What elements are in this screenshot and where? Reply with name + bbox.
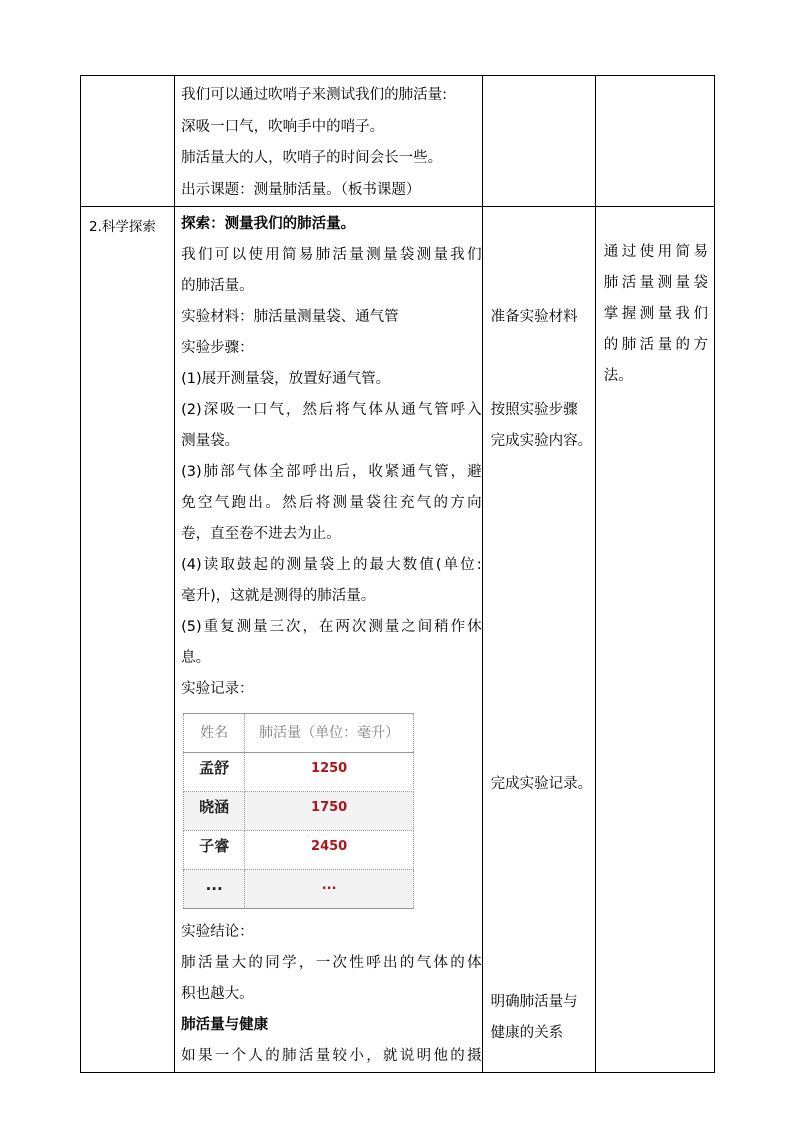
- step-line: 卷，直至卷不进去为止。: [181, 526, 341, 542]
- step-line: (4)读取鼓起的测量袋上的最大数值(单位:: [181, 557, 482, 573]
- text-line: 的肺活量的方: [603, 337, 708, 353]
- lesson-plan-table: [80, 75, 715, 1073]
- text-line: 肺活量测量袋: [603, 275, 708, 291]
- design-intent-cell: [595, 207, 714, 1073]
- record-row: [184, 870, 414, 909]
- text-line: 深吸一口气，吹响手中的哨子。: [181, 118, 385, 135]
- text-line: 按照实验步骤: [490, 402, 578, 418]
- stage-label: 2.科学探索: [89, 219, 156, 235]
- step-line: 息。: [181, 650, 211, 666]
- step-line: (1)展开测量袋，放置好通气管。: [181, 371, 391, 387]
- record-header-capacity: 肺活量（单位：毫升）: [245, 714, 414, 753]
- student-activity-relation: [491, 987, 578, 1049]
- record-row: [184, 831, 414, 870]
- text-line: 我们可以通过吹哨子来测试我们的肺活量:: [181, 87, 448, 103]
- record-value: ...: [245, 870, 414, 909]
- conclusion-line: 积也越大。: [181, 986, 254, 1002]
- step-line: (2)深吸一口气，然后将气体从通气管呼入: [181, 402, 482, 418]
- health-heading: 肺活量与健康: [181, 1017, 269, 1033]
- text-line: 通过使用简易: [603, 244, 708, 260]
- record-table: [183, 713, 414, 909]
- teacher-activity-cell: [175, 76, 482, 207]
- steps-label: 实验步骤：: [181, 340, 254, 356]
- text-line: 法。: [603, 368, 633, 384]
- student-activity-cell-empty: [482, 76, 595, 207]
- lesson-row-intro: [81, 76, 715, 207]
- step-line: 毫升)，这就是测得的肺活量。: [181, 588, 376, 604]
- text-line: 明确肺活量与: [490, 994, 578, 1010]
- record-name: 晓涵: [184, 792, 245, 831]
- text-line: 的肺活量。: [181, 278, 254, 294]
- text-line: 掌握测量我们: [603, 306, 708, 322]
- explore-heading: 探索：测量我们的肺活量。: [181, 216, 356, 232]
- student-activity-follow: [491, 395, 593, 457]
- health-line: 如果一个人的肺活量较小，就说明他的摄: [181, 1048, 482, 1064]
- lesson-row-explore: [81, 207, 715, 1073]
- text-line: 我们可以使用简易肺活量测量袋测量我们: [181, 247, 482, 263]
- record-header-name: 姓名: [184, 714, 245, 753]
- text-line: 肺活量大的人，吹哨子的时间会长一些。: [181, 150, 443, 166]
- record-row: [184, 753, 414, 792]
- record-value: 1750: [245, 792, 414, 831]
- student-activity-prepare: 准备实验材料: [490, 309, 578, 325]
- record-value: 1250: [245, 753, 414, 792]
- design-intent-text: [596, 207, 714, 392]
- record-name: 子睿: [184, 831, 245, 870]
- stage-cell: [81, 207, 175, 1073]
- conclusion-line: 肺活量大的同学，一次性呼出的气体的体: [181, 955, 482, 971]
- record-name: 孟舒: [184, 753, 245, 792]
- text-line: 完成实验内容。: [490, 433, 593, 449]
- record-name: ...: [184, 870, 245, 909]
- step-line: 测量袋。: [181, 433, 240, 449]
- text-line: 健康的关系: [490, 1025, 564, 1041]
- stage-cell-empty: [81, 76, 175, 207]
- record-label: 实验记录：: [181, 681, 254, 697]
- step-line: (3)肺部气体全部呼出后，收紧通气管，避: [181, 464, 482, 480]
- step-line: (5)重复测量三次，在两次测量之间稍作休: [181, 619, 482, 635]
- record-header-row: [184, 714, 414, 753]
- student-activity-cell: [482, 207, 595, 1073]
- record-value: 2450: [245, 831, 414, 870]
- record-row: [184, 792, 414, 831]
- design-intent-cell-empty: [595, 76, 714, 207]
- step-line: 免空气跑出。然后将测量袋往充气的方向: [181, 495, 482, 511]
- text-line: 出示课题：测量肺活量。（板书课题）: [181, 181, 421, 198]
- conclusion-label: 实验结论：: [181, 924, 254, 940]
- materials-text: 实验材料：肺活量测量袋、通气管: [181, 309, 399, 325]
- student-activity-record: 完成实验记录。: [490, 776, 593, 792]
- teacher-activity-cell: [175, 207, 482, 1073]
